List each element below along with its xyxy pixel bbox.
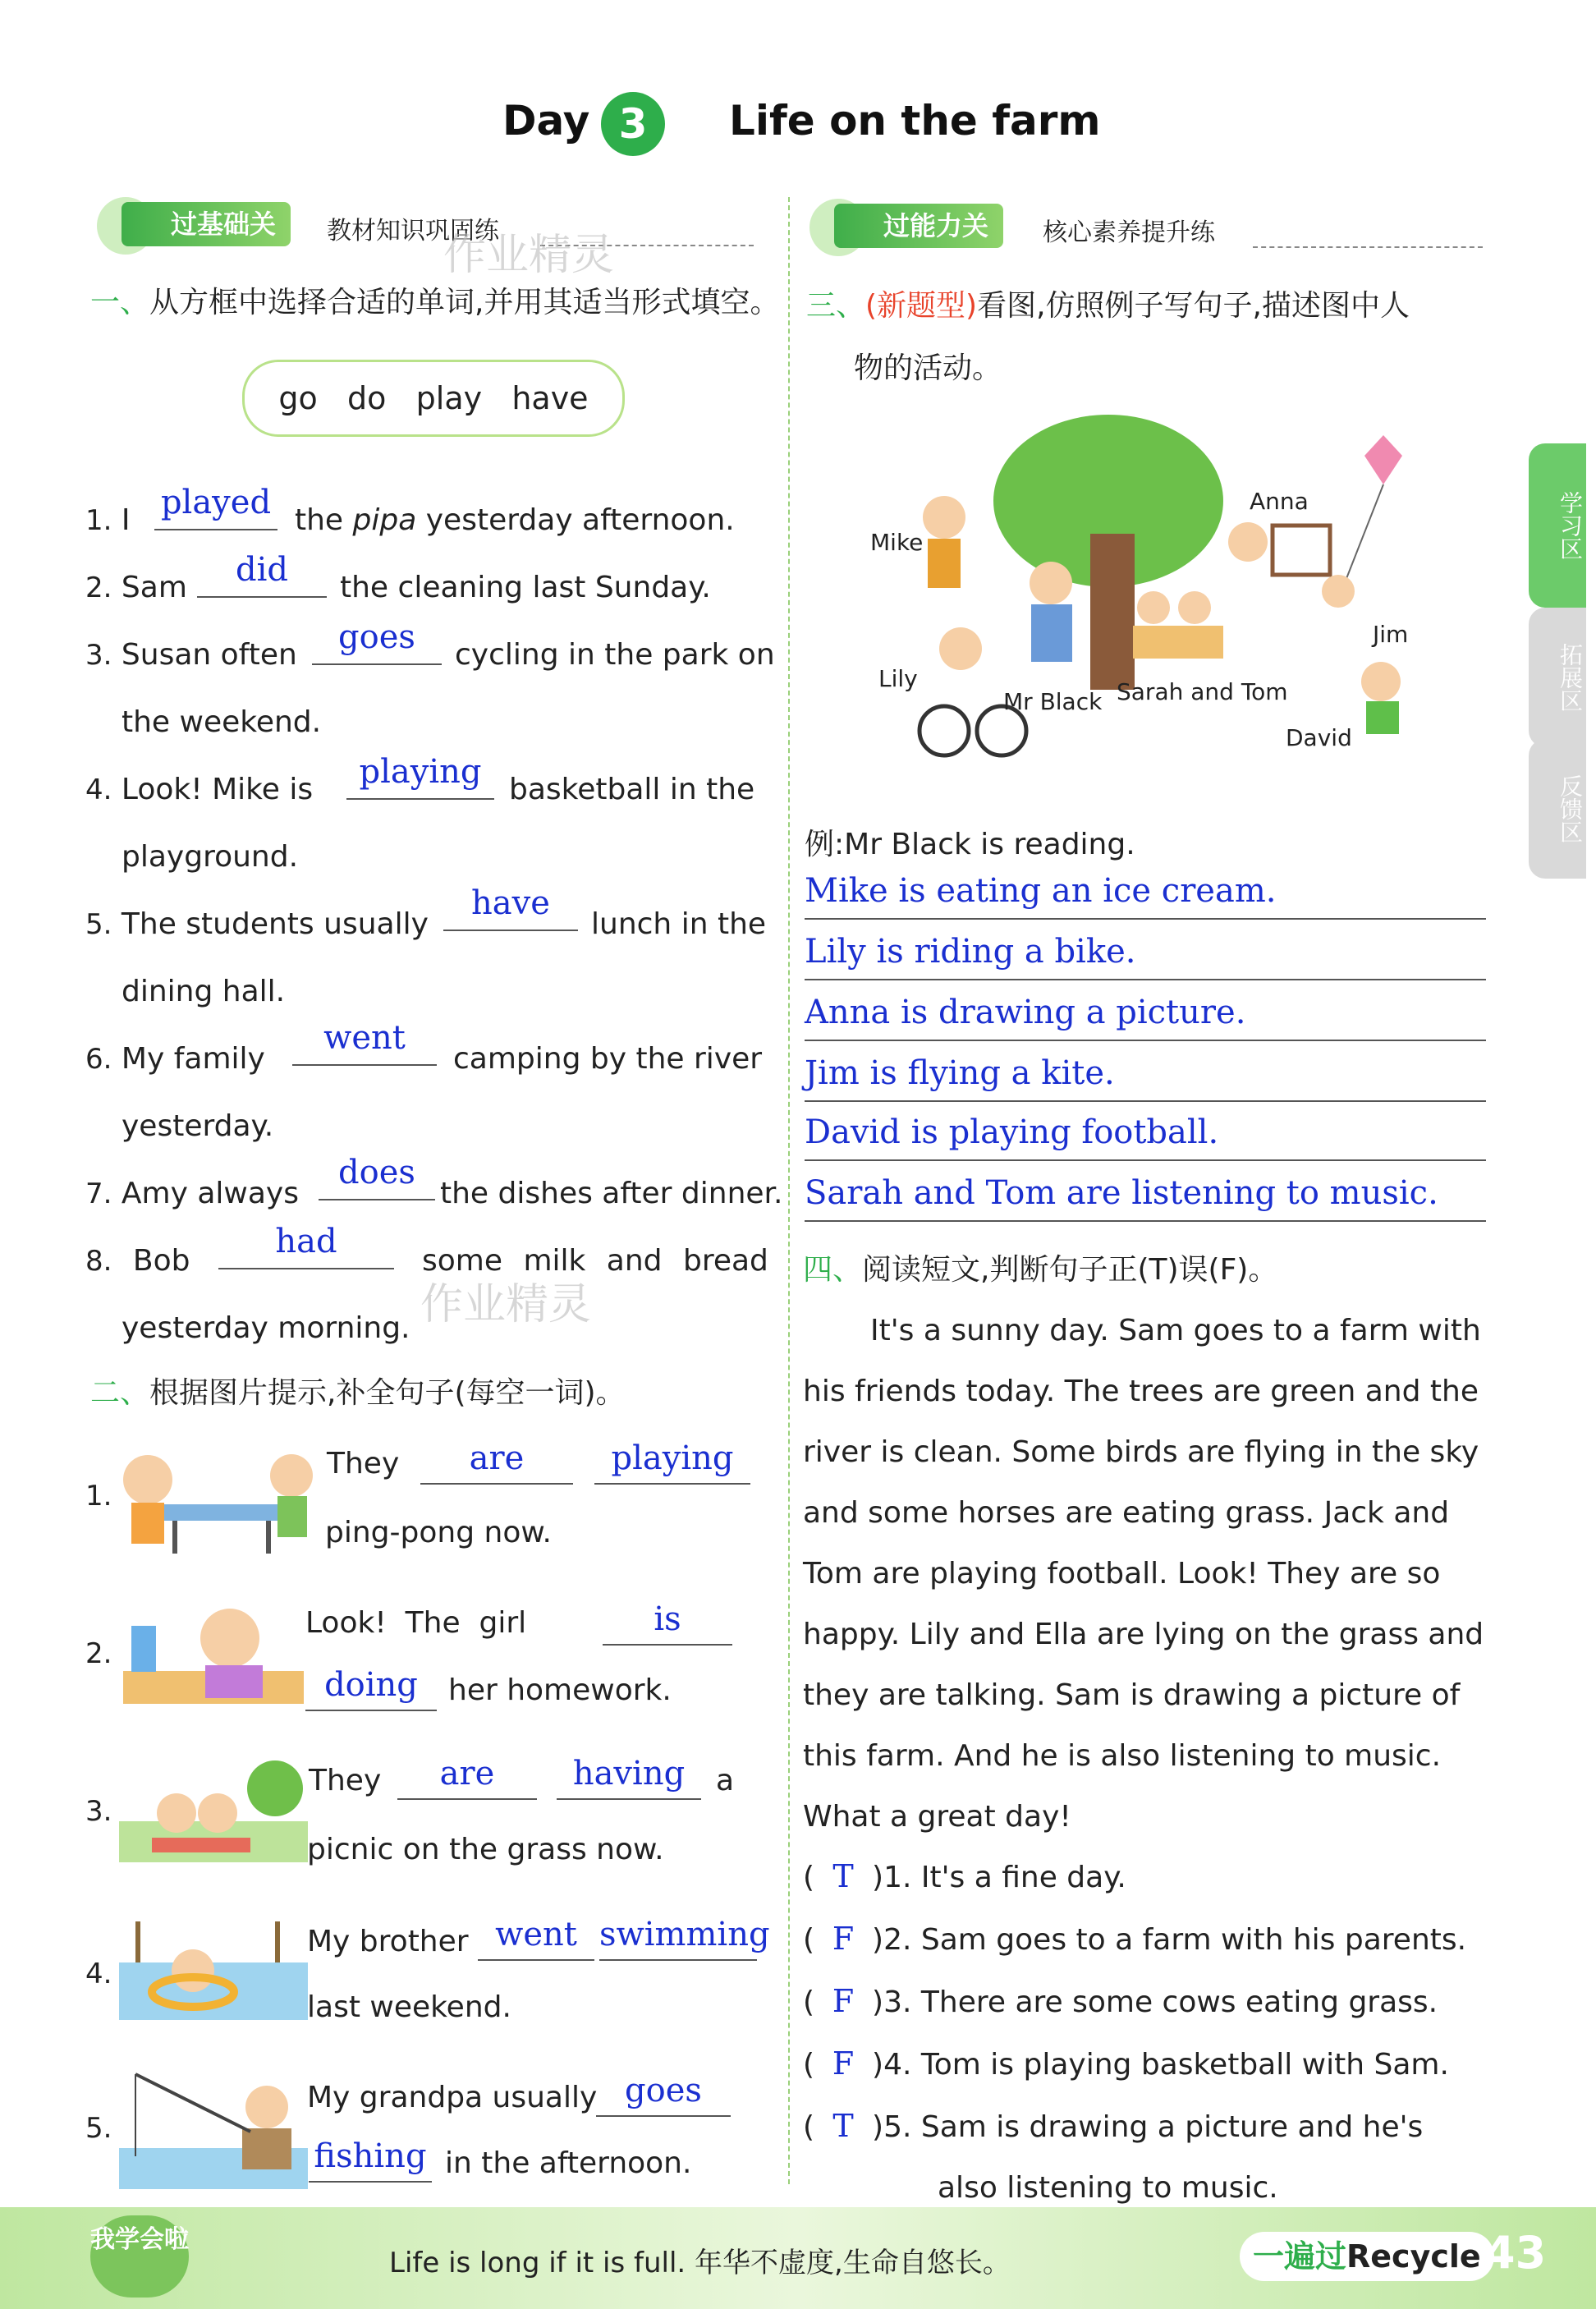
answer-blank[interactable]: fishing: [309, 2133, 432, 2183]
part1-item-5: 5. The students usually have lunch in the dining hall.: [85, 892, 783, 957]
footer-badge: 我学会啦: [90, 2215, 189, 2298]
divider: [1253, 246, 1483, 248]
page-title: Life on the farm: [729, 97, 1101, 145]
answer-blank[interactable]: goes: [312, 614, 442, 665]
footer-motto: Life is long if it is full. 年华不虚度,生命自悠长。: [389, 2247, 1011, 2279]
judgement-item: ( T )5. Sam is drawing a picture and he's: [803, 2108, 1424, 2144]
answer-blank[interactable]: playing: [594, 1435, 750, 1485]
label-sarah-and-tom: Sarah and Tom: [1117, 678, 1288, 705]
part2-num-1: 1.: [85, 1480, 112, 1513]
picnic-illustration: [119, 1756, 308, 1862]
part3-heading: 三、(新题型)看图,仿照例子写句子,描述图中人: [806, 289, 1410, 323]
part1-label: 一、: [90, 286, 150, 319]
answer-blank[interactable]: went: [292, 1015, 437, 1066]
answer-blank[interactable]: went: [478, 1912, 594, 1961]
right-section-header: 过能力关 核心素养提升练: [809, 204, 1491, 253]
word-box: go do play have: [242, 360, 625, 437]
part1-item-7: 7. Amy always does the dishes after dinner.: [85, 1161, 783, 1227]
label-jim: Jim: [1373, 621, 1409, 648]
answer-blank[interactable]: playing: [346, 749, 494, 800]
fishing-illustration: [119, 2066, 308, 2189]
judgement-item: ( T )1. It's a fine day.: [803, 1858, 1126, 1894]
label-anna: Anna: [1250, 488, 1309, 515]
answer-blank[interactable]: doing: [305, 1662, 437, 1711]
answer-blank[interactable]: goes: [596, 2068, 731, 2117]
answer-blank[interactable]: had: [218, 1219, 394, 1269]
answer-blank[interactable]: does: [319, 1150, 435, 1200]
judgement-item: ( F )2. Sam goes to a farm with his parents.: [803, 1921, 1467, 1957]
judgement-item: ( F )3. There are some cows eating grass.: [803, 1983, 1438, 2019]
column-divider: [788, 197, 790, 2184]
answer-line[interactable]: Jim is flying a kite.: [805, 1046, 1486, 1102]
answer-line[interactable]: Anna is drawing a picture.: [805, 985, 1486, 1041]
label-mr-black: Mr Black: [1003, 688, 1103, 715]
tab-feedback-zone[interactable]: 反馈区: [1529, 739, 1586, 879]
part2-heading: 二、根据图片提示,补全句子(每空一词)。: [90, 1376, 626, 1410]
part1-item-1: 1. I played the pipa yesterday afternoon.: [85, 488, 783, 553]
reading-passage: It's a sunny day. Sam goes to a farm with his friends today. The trees are green and the river is clean. Some birds are flying in the sky and some horses are eating grass. Jack and Tom are playing football. Look! They are so happy. Lily and Ella are lying on the grass and they are talking. Sam is drawing a picture of this farm. And he is also listening to music. What a great day!: [803, 1314, 1484, 1834]
part4-heading: 四、阅读短文,判断句子正(T)误(F)。: [803, 1253, 1278, 1287]
tab-study-zone[interactable]: 学习区: [1529, 443, 1586, 608]
part1-instruction: 从方框中选择合适的单词,并用其适当形式填空。: [149, 286, 780, 319]
answer-blank[interactable]: having: [557, 1751, 701, 1800]
part1-item-8: 8. Bob had some milk and bread yesterday morning.: [85, 1228, 783, 1294]
answer-blank[interactable]: is: [603, 1596, 732, 1646]
watermark: 作业精灵: [443, 231, 615, 280]
part1-item-2: 2. Sam did the cleaning last Sunday.: [85, 555, 783, 621]
day-label: Day: [502, 97, 590, 145]
page-number: 43: [1484, 2227, 1547, 2279]
answer-line[interactable]: Lily is riding a bike.: [805, 925, 1486, 980]
judgement-list: ( T )1. It's a fine day. ( F )2. Sam goes to a farm with his parents. ( F )3. There are some cows eating grass. ( F )4. Tom is playing basketball with Sam. ( T )5. Sam is drawing a picture and he's also listening to music.: [803, 1846, 1493, 2219]
homework-illustration: [123, 1593, 312, 1716]
label-lily: Lily: [878, 665, 918, 692]
answer-blank[interactable]: played: [154, 480, 277, 530]
farm-scene-illustration: [870, 411, 1445, 772]
label-david: David: [1286, 724, 1352, 751]
tab-extend-zone[interactable]: 拓展区: [1529, 608, 1586, 747]
part1-item-4: 4. Look! Mike is playing basketball in the playground.: [85, 757, 783, 823]
label-mike: Mike: [870, 529, 924, 556]
answer-line[interactable]: Sarah and Tom are listening to music.: [805, 1166, 1486, 1222]
swimming-illustration: [119, 1913, 308, 2020]
brand-logo: 一遍过Recycle: [1240, 2232, 1494, 2281]
answer-blank[interactable]: swimming: [599, 1912, 757, 1961]
answer-blank[interactable]: did: [197, 547, 327, 598]
watermark: 作业精灵: [420, 1280, 592, 1329]
day-number-badge: 3: [601, 92, 665, 156]
part1-heading: [90, 279, 779, 321]
left-section-header: [97, 202, 768, 251]
answer-line[interactable]: Mike is eating an ice cream.: [805, 864, 1486, 920]
answer-blank[interactable]: have: [443, 880, 578, 931]
answer-blank[interactable]: are: [420, 1435, 573, 1485]
answer-line[interactable]: David is playing football.: [805, 1105, 1486, 1161]
pingpong-illustration: [115, 1439, 320, 1562]
part1-item-3: 3. Susan often goes cycling in the park on the weekend.: [85, 622, 783, 688]
part1-item-6: 6. My family went camping by the river yesterday.: [85, 1026, 783, 1092]
judgement-item: ( F )4. Tom is playing basketball with Sam.: [803, 2045, 1449, 2082]
section-badge: 过基础关: [122, 202, 291, 246]
section-subtitle: 教材知识巩固练: [327, 217, 499, 246]
example-sentence: 例:Mr Black is reading.: [805, 828, 1135, 861]
answer-blank[interactable]: are: [397, 1751, 537, 1800]
